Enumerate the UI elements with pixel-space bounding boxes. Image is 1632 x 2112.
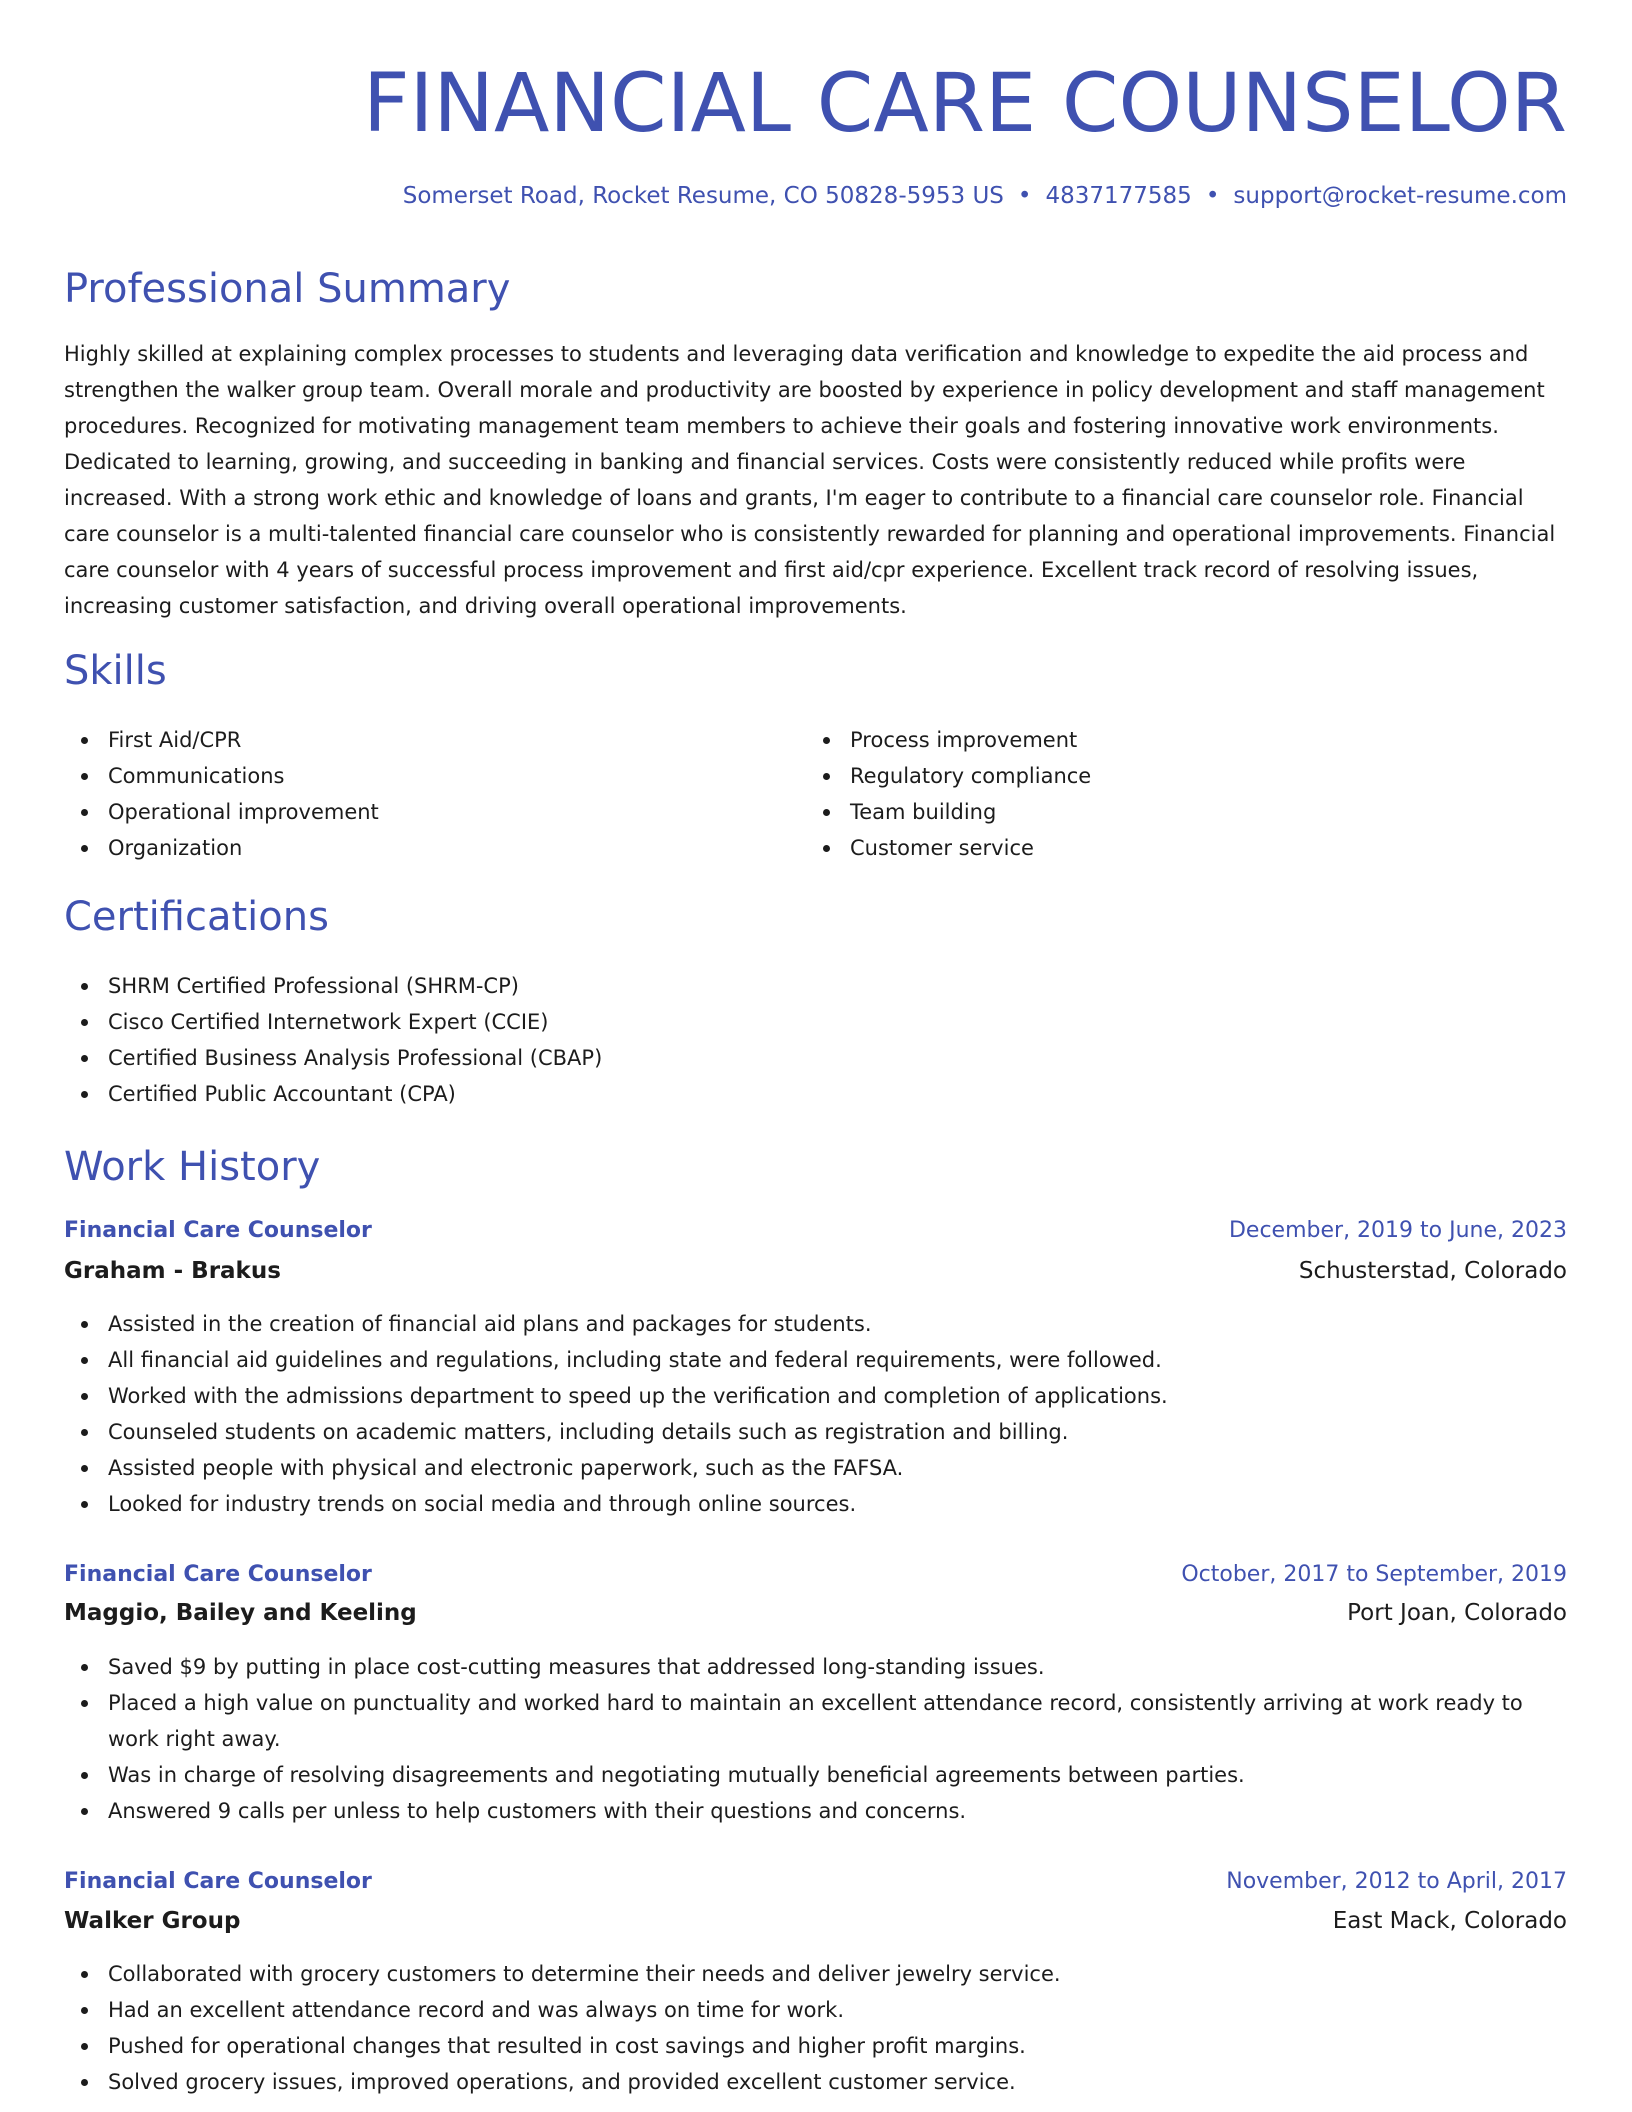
contact-separator: •	[1205, 183, 1220, 209]
job-bullet: Looked for industry trends on social media and through online sources.	[64, 1486, 1567, 1522]
job-bullet: Counseled students on academic matters, including details such as registration and billing.	[64, 1414, 1567, 1450]
job-bullet: Saved $9 by putting in place cost-cutting measures that addressed long-standing issues.	[64, 1649, 1567, 1685]
job-bullet: Assisted in the creation of financial aid plans and packages for students.	[64, 1306, 1567, 1342]
job-bullets	[64, 1956, 1567, 2100]
skill-item: Operational improvement	[64, 794, 804, 830]
job-dates: November, 2012 to April, 2017	[1226, 1869, 1567, 1894]
job-bullet: Answered 9 calls per unless to help customers with their questions and concerns.	[64, 1793, 1567, 1829]
job-location: East Mack, Colorado	[1332, 1908, 1567, 1934]
certifications-heading: Certifications	[64, 894, 329, 940]
job-dates: December, 2019 to June, 2023	[1228, 1218, 1567, 1243]
job-company: Maggio, Bailey and Keeling	[64, 1600, 417, 1626]
skills-list-left	[64, 722, 804, 866]
job-title: Financial Care Counselor	[64, 1869, 372, 1894]
skill-item: First Aid/CPR	[64, 722, 804, 758]
contact-address: Somerset Road, Rocket Resume, CO 50828-5953 US	[402, 183, 1004, 209]
job-bullet: Collaborated with grocery customers to determine their needs and deliver jewelry service.	[64, 1956, 1567, 1992]
work-history-heading: Work History	[64, 1144, 321, 1190]
job-company: Graham - Brakus	[64, 1258, 281, 1284]
skills-heading: Skills	[64, 648, 167, 694]
certification-item: Certified Public Accountant (CPA)	[64, 1076, 1567, 1112]
job-bullet: Had an excellent attendance record and was always on time for work.	[64, 1992, 1567, 2028]
contact-email[interactable]: support@rocket-resume.com	[1233, 183, 1567, 209]
certification-item: SHRM Certified Professional (SHRM-CP)	[64, 968, 1567, 1004]
job-bullet: Pushed for operational changes that resulted in cost savings and higher profit margins.	[64, 2028, 1567, 2064]
summary-heading: Professional Summary	[64, 266, 511, 312]
skill-item: Team building	[806, 794, 1546, 830]
job-bullet: Solved grocery issues, improved operations, and provided excellent customer service.	[64, 2064, 1567, 2100]
contact-line	[403, 180, 1567, 212]
resume-title: FINANCIAL CARE COUNSELOR	[362, 57, 1567, 151]
job-company: Walker Group	[64, 1908, 241, 1934]
certification-item: Cisco Certified Internetwork Expert (CCIE)	[64, 1004, 1567, 1040]
skill-item: Regulatory compliance	[806, 758, 1546, 794]
skill-item: Process improvement	[806, 722, 1546, 758]
job-location: Port Joan, Colorado	[1347, 1600, 1567, 1626]
skills-list-right	[806, 722, 1546, 866]
job-bullet: Was in charge of resolving disagreements and negotiating mutually beneficial agreements between parties.	[64, 1757, 1567, 1793]
job-bullet: Assisted people with physical and electronic paperwork, such as the FAFSA.	[64, 1450, 1567, 1486]
skill-item: Customer service	[806, 830, 1546, 866]
skill-item: Organization	[64, 830, 804, 866]
job-title: Financial Care Counselor	[64, 1218, 372, 1243]
job-dates: October, 2017 to September, 2019	[1181, 1562, 1567, 1587]
contact-phone: 4837177585	[1045, 183, 1192, 209]
skill-item: Communications	[64, 758, 804, 794]
certification-item: Certified Business Analysis Professional (CBAP)	[64, 1040, 1567, 1076]
job-bullets	[64, 1649, 1567, 1829]
job-title: Financial Care Counselor	[64, 1562, 372, 1587]
contact-separator: •	[1017, 183, 1032, 209]
job-bullets	[64, 1306, 1567, 1522]
certifications-list	[64, 968, 1567, 1112]
job-location: Schusterstad, Colorado	[1298, 1258, 1567, 1284]
job-bullet: Worked with the admissions department to speed up the verification and completion of applications.	[64, 1378, 1567, 1414]
job-bullet: All financial aid guidelines and regulations, including state and federal requirements, were followed.	[64, 1342, 1567, 1378]
summary-text: Highly skilled at explaining complex processes to students and leveraging data verification and knowledge to expedite the aid process and strengthen the walker group team. Overall morale and productivity are boosted by experience in policy development and staff management procedures. Recognized for motivating management team members to achieve their goals and fostering innovative work environments. Dedicated to learning, growing, and succeeding in banking and financial services. Costs were consistently reduced while profits were increased. With a strong work ethic and knowledge of loans and grants, I'm eager to contribute to a financial care counselor role. Financial care counselor is a multi-talented financial care counselor who is consistently rewarded for planning and operational improvements. Financial care counselor with 4 years of successful process improvement and first aid/cpr experience. Excellent track record of resolving issues, increasing customer satisfaction, and driving overall operational improvements.	[64, 342, 1556, 618]
job-bullet: Placed a high value on punctuality and worked hard to maintain an excellent attendance record, consistently arriving at work ready to work right away.	[64, 1685, 1567, 1757]
